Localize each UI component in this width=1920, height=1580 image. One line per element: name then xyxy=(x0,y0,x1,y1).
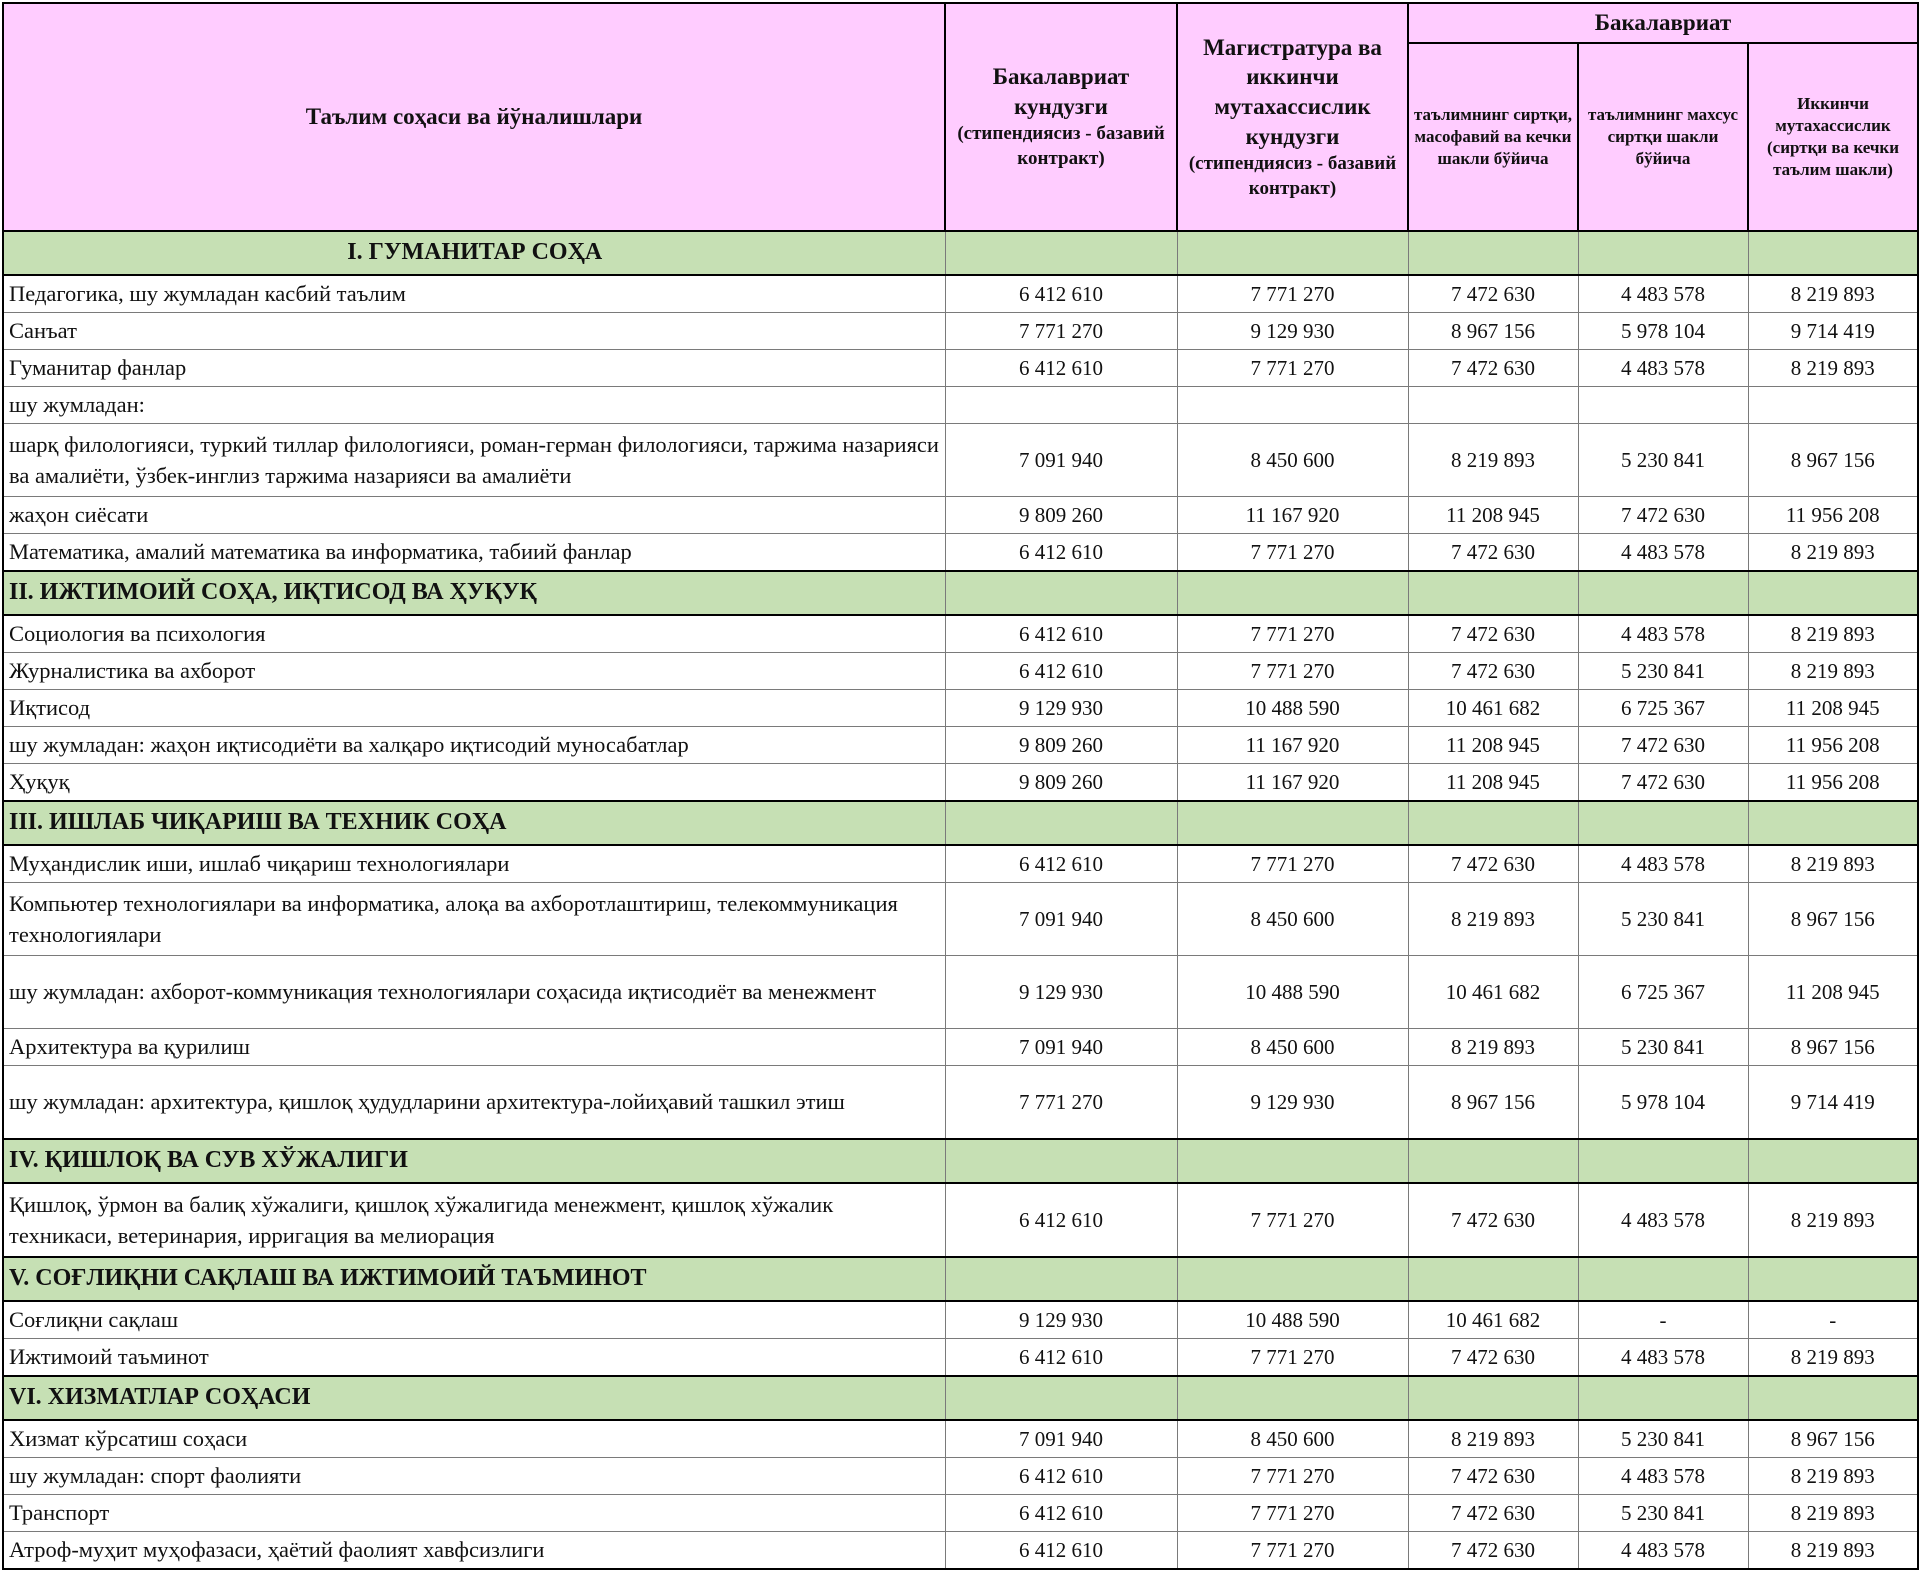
fee-second-specialty: 8 219 893 xyxy=(1748,1458,1918,1495)
section-title: I. ГУМАНИТАР СОҲА xyxy=(3,231,945,275)
section-empty-cell xyxy=(1177,801,1408,845)
fee-bachelor-daytime: 6 412 610 xyxy=(945,275,1177,313)
header-master-daytime-title: Магистратура ва иккинчи мутахассислик кундузги xyxy=(1203,34,1382,150)
section-empty-cell xyxy=(945,1376,1177,1420)
fee-correspondence: 8 219 893 xyxy=(1408,883,1578,956)
table-row xyxy=(3,350,1918,387)
table-row xyxy=(3,1339,1918,1377)
section-title: IV. ҚИШЛОҚ ВА СУВ ХЎЖАЛИГИ xyxy=(3,1139,945,1183)
fee-correspondence: 8 219 893 xyxy=(1408,424,1578,497)
fee-correspondence: 7 472 630 xyxy=(1408,1495,1578,1532)
fee-correspondence: 10 461 682 xyxy=(1408,956,1578,1029)
table-row xyxy=(3,1066,1918,1140)
fee-master-daytime: 8 450 600 xyxy=(1177,883,1408,956)
fee-correspondence: 7 472 630 xyxy=(1408,1458,1578,1495)
section-empty-cell xyxy=(1408,1139,1578,1183)
fee-second-specialty: 8 219 893 xyxy=(1748,1532,1918,1570)
section-title: III. ИШЛАБ ЧИҚАРИШ ВА ТЕХНИК СОҲА xyxy=(3,801,945,845)
row-label: Атроф-муҳит муҳофазаси, ҳаётий фаолият хавфсизлиги xyxy=(3,1532,945,1570)
fee-bachelor-daytime: 9 809 260 xyxy=(945,764,1177,802)
section-empty-cell xyxy=(1578,231,1748,275)
row-label: Социология ва психология xyxy=(3,615,945,653)
fee-master-daytime: 10 488 590 xyxy=(1177,1301,1408,1339)
table-row xyxy=(3,313,1918,350)
section-empty-cell xyxy=(1748,231,1918,275)
fee-second-specialty: 11 208 945 xyxy=(1748,690,1918,727)
fee-second-specialty: 8 219 893 xyxy=(1748,653,1918,690)
section-row xyxy=(3,231,1918,275)
table-row xyxy=(3,424,1918,497)
fee-special-correspondence: 4 483 578 xyxy=(1578,615,1748,653)
table-row xyxy=(3,727,1918,764)
table-row xyxy=(3,534,1918,572)
section-empty-cell xyxy=(1578,571,1748,615)
fee-bachelor-daytime: 7 771 270 xyxy=(945,313,1177,350)
section-empty-cell xyxy=(1578,1257,1748,1301)
fee-bachelor-daytime: 9 129 930 xyxy=(945,690,1177,727)
fee-special-correspondence: 5 230 841 xyxy=(1578,424,1748,497)
section-title: II. ИЖТИМОИЙ СОҲА, ИҚТИСОД ВА ҲУҚУҚ xyxy=(3,571,945,615)
fee-master-daytime: 9 129 930 xyxy=(1177,313,1408,350)
table-row xyxy=(3,497,1918,534)
row-label: Санъат xyxy=(3,313,945,350)
fee-special-correspondence: 5 230 841 xyxy=(1578,1029,1748,1066)
fee-special-correspondence: 4 483 578 xyxy=(1578,1183,1748,1257)
fee-bachelor-daytime: 6 412 610 xyxy=(945,534,1177,572)
section-empty-cell xyxy=(1408,231,1578,275)
section-empty-cell xyxy=(1578,1139,1748,1183)
header-bachelor-daytime-title: Бакалавриат кундузги xyxy=(992,64,1130,120)
table-row xyxy=(3,690,1918,727)
fee-bachelor-daytime: 7 091 940 xyxy=(945,1029,1177,1066)
fee-master-daytime: 10 488 590 xyxy=(1177,956,1408,1029)
fee-second-specialty: 8 219 893 xyxy=(1748,615,1918,653)
table-row xyxy=(3,845,1918,883)
fee-master-daytime: 8 450 600 xyxy=(1177,1420,1408,1458)
section-row xyxy=(3,1139,1918,1183)
row-label: шу жумладан: xyxy=(3,387,945,424)
fee-second-specialty: 11 956 208 xyxy=(1748,764,1918,802)
header-master-daytime xyxy=(1177,3,1408,231)
row-label: Архитектура ва қурилиш xyxy=(3,1029,945,1066)
fee-bachelor-daytime: 9 809 260 xyxy=(945,497,1177,534)
fee-master-daytime: 7 771 270 xyxy=(1177,275,1408,313)
fee-master-daytime: 11 167 920 xyxy=(1177,497,1408,534)
row-label: Педагогика, шу жумладан касбий таълим xyxy=(3,275,945,313)
table-row xyxy=(3,1458,1918,1495)
row-label: Хизмат кўрсатиш соҳаси xyxy=(3,1420,945,1458)
section-empty-cell xyxy=(1177,1376,1408,1420)
fee-special-correspondence: 5 230 841 xyxy=(1578,1420,1748,1458)
fee-correspondence: 8 219 893 xyxy=(1408,1029,1578,1066)
section-row xyxy=(3,1376,1918,1420)
table-row xyxy=(3,1183,1918,1257)
fee-correspondence: 7 472 630 xyxy=(1408,1532,1578,1570)
fee-correspondence: 7 472 630 xyxy=(1408,275,1578,313)
fee-special-correspondence: 4 483 578 xyxy=(1578,1532,1748,1570)
fee-special-correspondence: 5 230 841 xyxy=(1578,653,1748,690)
header-bachelor-daytime-sub: (стипендиясиз - базавий контракт) xyxy=(957,123,1165,169)
table-row xyxy=(3,275,1918,313)
fee-master-daytime: 7 771 270 xyxy=(1177,653,1408,690)
fee-second-specialty: 8 219 893 xyxy=(1748,350,1918,387)
fee-correspondence: 7 472 630 xyxy=(1408,534,1578,572)
header-correspondence: таълимнинг сиртқи, масофавий ва кечки шакли бўйича xyxy=(1408,43,1578,231)
table-row xyxy=(3,653,1918,690)
row-label: шу жумладан: спорт фаолияти xyxy=(3,1458,945,1495)
table-row xyxy=(3,387,1918,424)
section-empty-cell xyxy=(945,801,1177,845)
row-label: шу жумладан: ахборот-коммуникация технологиялари соҳасида иқтисодиёт ва менежмент xyxy=(3,956,945,1029)
fee-second-specialty: 11 956 208 xyxy=(1748,497,1918,534)
fee-bachelor-daytime: 9 129 930 xyxy=(945,1301,1177,1339)
fee-master-daytime: 7 771 270 xyxy=(1177,534,1408,572)
section-title: VI. ХИЗМАТЛАР СОҲАСИ xyxy=(3,1376,945,1420)
section-empty-cell xyxy=(1748,571,1918,615)
fee-second-specialty: 8 219 893 xyxy=(1748,1183,1918,1257)
table-row xyxy=(3,956,1918,1029)
fee-master-daytime: 8 450 600 xyxy=(1177,424,1408,497)
fee-correspondence: 11 208 945 xyxy=(1408,764,1578,802)
table-body xyxy=(3,231,1918,1569)
tuition-fee-table xyxy=(2,2,1919,1570)
fee-second-specialty: 8 219 893 xyxy=(1748,1495,1918,1532)
fee-second-specialty: 8 967 156 xyxy=(1748,424,1918,497)
row-label: Гуманитар фанлар xyxy=(3,350,945,387)
section-empty-cell xyxy=(1748,801,1918,845)
fee-master-daytime: 7 771 270 xyxy=(1177,1458,1408,1495)
fee-special-correspondence: 4 483 578 xyxy=(1578,1339,1748,1377)
section-row xyxy=(3,571,1918,615)
fee-correspondence: 7 472 630 xyxy=(1408,1183,1578,1257)
fee-special-correspondence: 7 472 630 xyxy=(1578,497,1748,534)
section-empty-cell xyxy=(1408,1376,1578,1420)
row-label: Соғлиқни сақлаш xyxy=(3,1301,945,1339)
row-label: Қишлоқ, ўрмон ва балиқ хўжалиги, қишлоқ хўжалигида менежмент, қишлоқ хўжалик техникаси, ветеринария, ирригация ва мелиорация xyxy=(3,1183,945,1257)
fee-master-daytime: 7 771 270 xyxy=(1177,845,1408,883)
row-label: Компьютер технологиялари ва информатика, алоқа ва ахборотлаштириш, телекоммуникация технологиялари xyxy=(3,883,945,956)
header-special-correspondence: таълимнинг махсус сиртқи шакли бўйича xyxy=(1578,43,1748,231)
section-title: V. СОҒЛИҚНИ САҚЛАШ ВА ИЖТИМОИЙ ТАЪМИНОТ xyxy=(3,1257,945,1301)
fee-special-correspondence: 5 978 104 xyxy=(1578,1066,1748,1140)
section-row xyxy=(3,801,1918,845)
fee-second-specialty: 9 714 419 xyxy=(1748,313,1918,350)
section-empty-cell xyxy=(1748,1257,1918,1301)
section-row xyxy=(3,1257,1918,1301)
section-empty-cell xyxy=(1748,1376,1918,1420)
fee-master-daytime: 11 167 920 xyxy=(1177,727,1408,764)
fee-master-daytime: 10 488 590 xyxy=(1177,690,1408,727)
fee-master-daytime: 7 771 270 xyxy=(1177,1339,1408,1377)
section-empty-cell xyxy=(945,571,1177,615)
fee-bachelor-daytime: 7 091 940 xyxy=(945,1420,1177,1458)
row-label: шу жумладан: архитектура, қишлоқ ҳудудларини архитектура-лойиҳавий ташкил этиш xyxy=(3,1066,945,1140)
fee-correspondence: 8 967 156 xyxy=(1408,1066,1578,1140)
fee-master-daytime: 7 771 270 xyxy=(1177,350,1408,387)
fee-second-specialty: 8 219 893 xyxy=(1748,845,1918,883)
row-label: шу жумладан: жаҳон иқтисодиёти ва халқаро иқтисодий муносабатлар xyxy=(3,727,945,764)
fee-special-correspondence: 5 230 841 xyxy=(1578,1495,1748,1532)
table-row xyxy=(3,1029,1918,1066)
row-label: Муҳандислик иши, ишлаб чиқариш технологиялари xyxy=(3,845,945,883)
fee-correspondence: 10 461 682 xyxy=(1408,1301,1578,1339)
fee-second-specialty: 8 219 893 xyxy=(1748,1339,1918,1377)
table-row xyxy=(3,1532,1918,1570)
fee-second-specialty: 8 219 893 xyxy=(1748,275,1918,313)
fee-correspondence: 11 208 945 xyxy=(1408,727,1578,764)
table-header xyxy=(3,3,1918,231)
fee-master-daytime: 7 771 270 xyxy=(1177,1183,1408,1257)
fee-bachelor-daytime: 6 412 610 xyxy=(945,653,1177,690)
fee-correspondence: 7 472 630 xyxy=(1408,350,1578,387)
fee-bachelor-daytime: 6 412 610 xyxy=(945,1495,1177,1532)
fee-correspondence xyxy=(1408,387,1578,424)
row-label: шарқ филологияси, туркий тиллар филологияси, роман-герман филологияси, таржима назарияси ва амалиёти, ўзбек-инглиз таржима назарияси ва амалиёти xyxy=(3,424,945,497)
row-label: Транспорт xyxy=(3,1495,945,1532)
fee-second-specialty: 8 967 156 xyxy=(1748,883,1918,956)
fee-special-correspondence: 6 725 367 xyxy=(1578,690,1748,727)
fee-bachelor-daytime: 9 129 930 xyxy=(945,956,1177,1029)
section-empty-cell xyxy=(945,1257,1177,1301)
fee-bachelor-daytime: 7 091 940 xyxy=(945,424,1177,497)
fee-second-specialty: 9 714 419 xyxy=(1748,1066,1918,1140)
fee-special-correspondence: - xyxy=(1578,1301,1748,1339)
fee-master-daytime: 8 450 600 xyxy=(1177,1029,1408,1066)
header-bachelor-group: Бакалавриат xyxy=(1408,3,1918,43)
fee-bachelor-daytime: 9 809 260 xyxy=(945,727,1177,764)
fee-master-daytime: 7 771 270 xyxy=(1177,1495,1408,1532)
fee-special-correspondence: 7 472 630 xyxy=(1578,764,1748,802)
fee-second-specialty: 8 967 156 xyxy=(1748,1029,1918,1066)
fee-bachelor-daytime xyxy=(945,387,1177,424)
fee-bachelor-daytime: 7 091 940 xyxy=(945,883,1177,956)
section-empty-cell xyxy=(1177,1139,1408,1183)
fee-master-daytime xyxy=(1177,387,1408,424)
fee-second-specialty: 8 219 893 xyxy=(1748,534,1918,572)
fee-second-specialty: 11 208 945 xyxy=(1748,956,1918,1029)
fee-special-correspondence: 5 978 104 xyxy=(1578,313,1748,350)
fee-bachelor-daytime: 6 412 610 xyxy=(945,845,1177,883)
fee-special-correspondence: 6 725 367 xyxy=(1578,956,1748,1029)
section-empty-cell xyxy=(1408,801,1578,845)
row-label: Математика, амалий математика ва информатика, табиий фанлар xyxy=(3,534,945,572)
fee-second-specialty: 8 967 156 xyxy=(1748,1420,1918,1458)
table-row xyxy=(3,883,1918,956)
table-row xyxy=(3,1420,1918,1458)
fee-bachelor-daytime: 6 412 610 xyxy=(945,1532,1177,1570)
section-empty-cell xyxy=(1177,1257,1408,1301)
section-empty-cell xyxy=(945,1139,1177,1183)
fee-correspondence: 8 219 893 xyxy=(1408,1420,1578,1458)
section-empty-cell xyxy=(1177,571,1408,615)
fee-special-correspondence: 4 483 578 xyxy=(1578,1458,1748,1495)
fee-special-correspondence: 4 483 578 xyxy=(1578,534,1748,572)
table-row xyxy=(3,764,1918,802)
fee-bachelor-daytime: 6 412 610 xyxy=(945,1183,1177,1257)
fee-correspondence: 8 967 156 xyxy=(1408,313,1578,350)
fee-special-correspondence: 4 483 578 xyxy=(1578,350,1748,387)
fee-bachelor-daytime: 6 412 610 xyxy=(945,615,1177,653)
fee-master-daytime: 11 167 920 xyxy=(1177,764,1408,802)
header-bachelor-daytime xyxy=(945,3,1177,231)
header-second-specialty: Иккинчи мутахассислик (сиртқи ва кечки таълим шакли) xyxy=(1748,43,1918,231)
fee-special-correspondence: 5 230 841 xyxy=(1578,883,1748,956)
section-empty-cell xyxy=(1578,1376,1748,1420)
fee-special-correspondence: 4 483 578 xyxy=(1578,845,1748,883)
table-row xyxy=(3,615,1918,653)
row-label: Ижтимоий таъминот xyxy=(3,1339,945,1377)
fee-correspondence: 7 472 630 xyxy=(1408,845,1578,883)
fee-correspondence: 11 208 945 xyxy=(1408,497,1578,534)
fee-special-correspondence: 4 483 578 xyxy=(1578,275,1748,313)
fee-correspondence: 10 461 682 xyxy=(1408,690,1578,727)
section-empty-cell xyxy=(1748,1139,1918,1183)
fee-second-specialty: 11 956 208 xyxy=(1748,727,1918,764)
row-label: Иқтисод xyxy=(3,690,945,727)
fee-special-correspondence: 7 472 630 xyxy=(1578,727,1748,764)
section-empty-cell xyxy=(945,231,1177,275)
fee-master-daytime: 9 129 930 xyxy=(1177,1066,1408,1140)
section-empty-cell xyxy=(1408,1257,1578,1301)
fee-bachelor-daytime: 6 412 610 xyxy=(945,350,1177,387)
table-row xyxy=(3,1495,1918,1532)
header-field-of-study: Таълим соҳаси ва йўналишлари xyxy=(3,3,945,231)
fee-correspondence: 7 472 630 xyxy=(1408,653,1578,690)
row-label: Ҳуқуқ xyxy=(3,764,945,802)
row-label: жаҳон сиёсати xyxy=(3,497,945,534)
section-empty-cell xyxy=(1177,231,1408,275)
fee-special-correspondence xyxy=(1578,387,1748,424)
fee-second-specialty: - xyxy=(1748,1301,1918,1339)
fee-bachelor-daytime: 6 412 610 xyxy=(945,1339,1177,1377)
fee-master-daytime: 7 771 270 xyxy=(1177,615,1408,653)
header-master-daytime-sub: (стипендиясиз - базавий контракт) xyxy=(1188,153,1397,199)
fee-correspondence: 7 472 630 xyxy=(1408,615,1578,653)
table-row xyxy=(3,1301,1918,1339)
section-empty-cell xyxy=(1408,571,1578,615)
fee-correspondence: 7 472 630 xyxy=(1408,1339,1578,1377)
row-label: Журналистика ва ахборот xyxy=(3,653,945,690)
fee-master-daytime: 7 771 270 xyxy=(1177,1532,1408,1570)
fee-second-specialty xyxy=(1748,387,1918,424)
section-empty-cell xyxy=(1578,801,1748,845)
fee-bachelor-daytime: 6 412 610 xyxy=(945,1458,1177,1495)
fee-bachelor-daytime: 7 771 270 xyxy=(945,1066,1177,1140)
